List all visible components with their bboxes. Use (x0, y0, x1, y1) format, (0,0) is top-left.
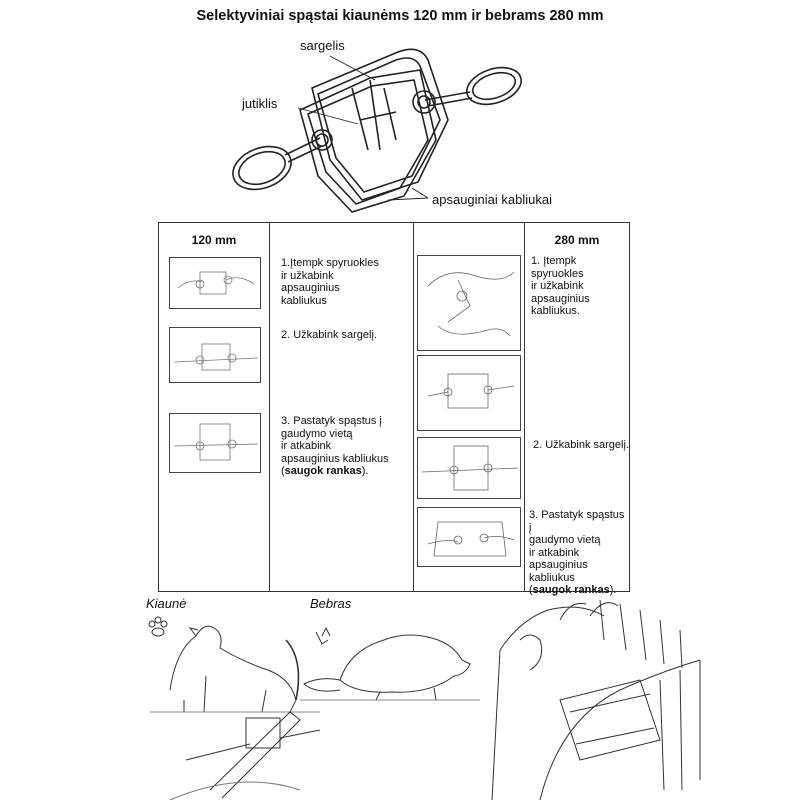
step-120-3: 3. Pastatyk spąstus į gaudymo vietą ir atkabink apsauginius kabliukus (saugok rankas). (281, 415, 389, 477)
step-120-2: 2. Užkabink sargelį. (281, 329, 377, 341)
header-120mm: 120 mm (191, 233, 237, 247)
page-title: Selektyviniai spąstai kiaunėms 120 mm ir bebrams 280 mm (196, 8, 604, 24)
step-120-1: 1.Įtempk spyruokles ir užkabink apsauginius kabliukus (281, 257, 379, 307)
step-280-1: 1. Įtempk spyruokles ir užkabink apsauginius kabliukus. (531, 255, 590, 317)
warning-bold: saugok rankas (284, 465, 362, 477)
header-280mm: 280 mm (554, 233, 600, 247)
label-jutiklis: jutiklis (242, 96, 278, 111)
caption-kiaune: Kiaunė (146, 596, 187, 611)
step-280-2: 2. Užkabink sargelį. (533, 439, 629, 451)
step-280-3: 3. Pastatyk spąstus į gaudymo vietą ir atkabink apsauginius kabliukus (saugok rankas). (529, 509, 625, 596)
label-sargelis: sargelis (300, 38, 345, 53)
label-apsauginiai-kabliukai: apsauginiai kabliukai (432, 192, 552, 207)
warning-bold: saugok rankas (532, 584, 610, 596)
caption-bebras: Bebras (310, 596, 352, 611)
